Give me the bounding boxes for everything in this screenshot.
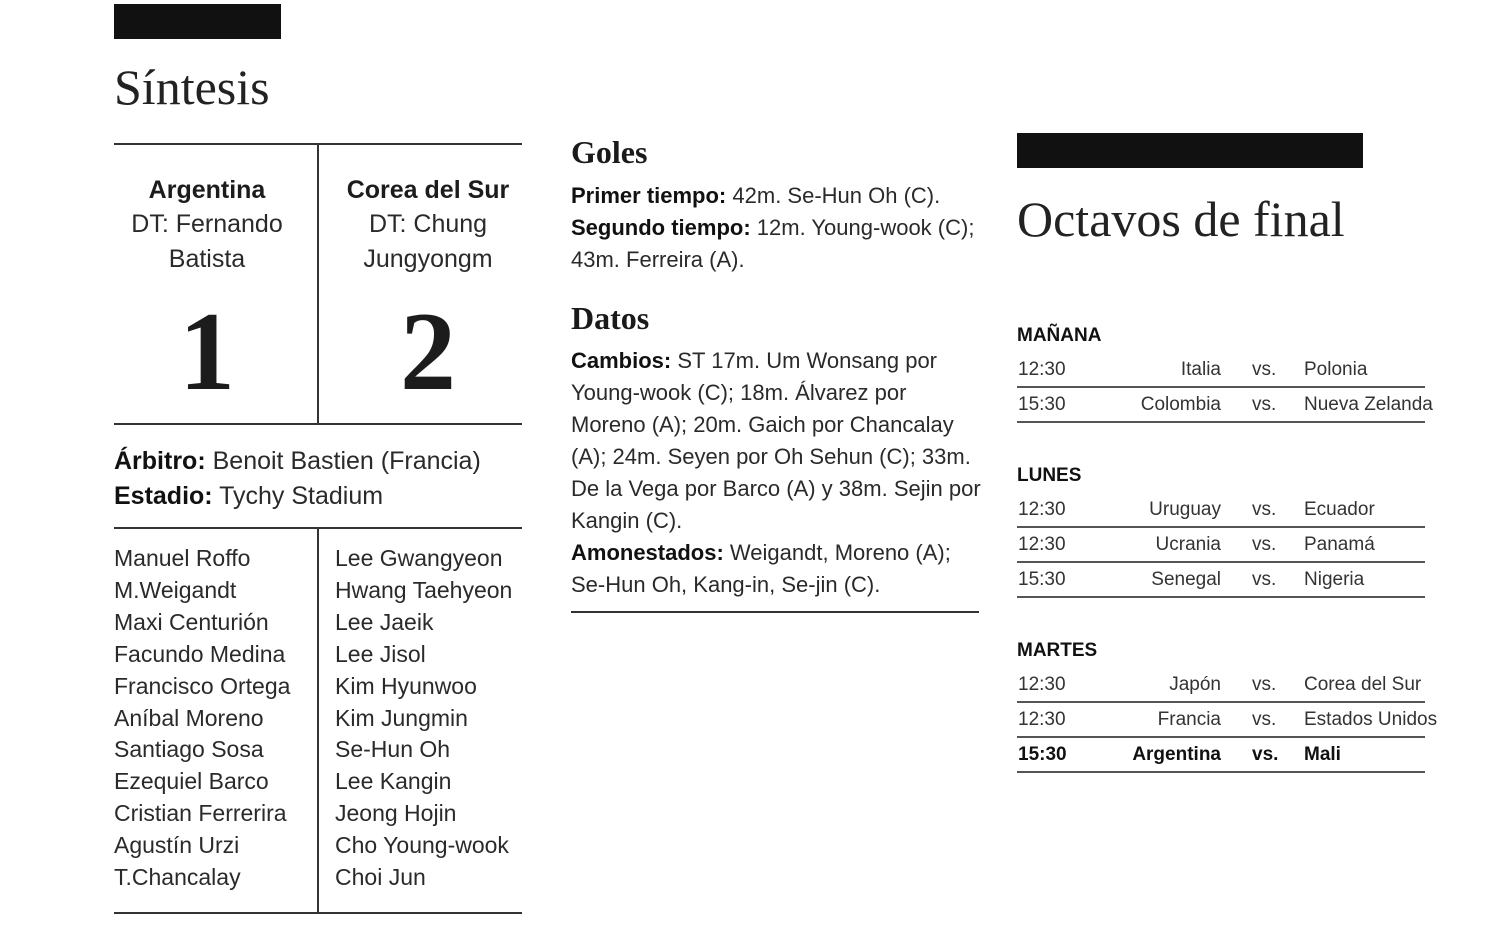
- player: Lee Kangin: [335, 768, 452, 795]
- match-row: [1017, 388, 1433, 423]
- match-vs: vs.: [1252, 674, 1277, 695]
- home-team-block: [105, 173, 309, 277]
- match-home: Ucrania: [1155, 534, 1221, 555]
- away-score: 2: [400, 290, 456, 414]
- match-vs: vs.: [1252, 709, 1277, 730]
- stadium-label: Estadio:: [114, 482, 213, 510]
- player: Kim Hyunwoo: [335, 672, 477, 699]
- day-label: LUNES: [1017, 465, 1082, 486]
- referee-value: Benoit Bastien (Francia): [212, 447, 481, 475]
- match-row: [1017, 353, 1425, 388]
- match-row: [1017, 703, 1438, 738]
- octavos-header-bar: [1017, 133, 1363, 168]
- away-lineup: [335, 543, 512, 894]
- player: Lee Gwangyeon: [335, 545, 503, 571]
- match-row-highlighted: [1017, 738, 1425, 773]
- match-time: 15:30: [1018, 394, 1066, 415]
- goles-title: Goles: [571, 134, 648, 170]
- home-lineup: [114, 543, 290, 894]
- amonestados-label: Amonestados:: [571, 540, 724, 565]
- away-team-coach: DT: Chung Jungyongm: [363, 210, 493, 273]
- player: Kim Jungmin: [335, 704, 468, 731]
- sintesis-header-bar: [114, 4, 281, 39]
- away-team-block: [326, 173, 530, 277]
- player: Francisco Ortega: [114, 672, 291, 699]
- divider: [571, 611, 979, 613]
- match-away: Nueva Zelanda: [1304, 394, 1433, 415]
- stadium-value: Tychy Stadium: [219, 482, 384, 510]
- match-row: [1017, 668, 1425, 703]
- match-home: Japón: [1169, 674, 1221, 695]
- player: Aníbal Moreno: [114, 704, 264, 731]
- match-vs: vs.: [1252, 569, 1277, 590]
- cambios-label: Cambios:: [571, 348, 672, 373]
- match-time: 12:30: [1018, 674, 1066, 695]
- goles-text: [571, 180, 981, 276]
- day-label: MARTES: [1017, 640, 1098, 661]
- player: Santiago Sosa: [114, 736, 264, 763]
- column-divider: [317, 145, 319, 425]
- player: Choi Jun: [335, 864, 426, 891]
- match-time: 12:30: [1018, 534, 1066, 555]
- match-home: Francia: [1157, 709, 1221, 730]
- match-home: Italia: [1180, 359, 1221, 380]
- match-time: 12:30: [1018, 359, 1066, 380]
- second-half-goals: 12m. Young-wook (C); 43m. Ferreira (A).: [571, 215, 975, 272]
- player: Maxi Centurión: [114, 608, 269, 635]
- match-vs: vs.: [1252, 499, 1277, 520]
- divider: [114, 423, 522, 425]
- match-away: Panamá: [1304, 534, 1375, 555]
- referee-label: Árbitro:: [114, 447, 206, 475]
- home-score: 1: [179, 290, 235, 414]
- match-vs: vs.: [1252, 534, 1277, 555]
- home-team-coach: DT: Fernando Batista: [131, 210, 283, 273]
- divider: [114, 912, 522, 914]
- player: Manuel Roffo: [114, 545, 251, 571]
- player: T.Chancalay: [114, 864, 241, 891]
- referee-line: [114, 444, 481, 479]
- sintesis-title: Síntesis: [114, 59, 270, 115]
- match-time: 12:30: [1018, 709, 1066, 730]
- first-half-goals: 42m. Se-Hun Oh (C).: [732, 183, 941, 208]
- first-half-label: Primer tiempo:: [571, 183, 727, 208]
- player: Cho Young-wook: [335, 832, 509, 859]
- match-away: Ecuador: [1304, 499, 1375, 520]
- player: Cristian Ferrerira: [114, 800, 287, 827]
- match-away: Polonia: [1304, 359, 1368, 380]
- match-away: Mali: [1304, 744, 1341, 765]
- octavos-title: Octavos de final: [1017, 191, 1345, 247]
- cambios-text: ST 17m. Um Wonsang por Young-wook (C); 18m. Álvarez por Moreno (A); 20m. Gaich por Chancalay (A); 24m. Seyen por Oh Sehun (C); 33m. De la Vega por Barco (A) y 38m. Sejin por Kangin (C).: [571, 348, 981, 533]
- second-half-label: Segundo tiempo:: [571, 215, 751, 240]
- match-away: Corea del Sur: [1304, 674, 1422, 695]
- player: Facundo Medina: [114, 640, 286, 667]
- player: Ezequiel Barco: [114, 768, 269, 795]
- column-divider: [317, 529, 319, 913]
- player: Lee Jisol: [335, 640, 426, 667]
- match-vs: vs.: [1252, 394, 1277, 415]
- player: Agustín Urzi: [114, 832, 240, 859]
- match-home: Uruguay: [1149, 499, 1221, 520]
- match-home: Senegal: [1151, 569, 1221, 590]
- match-home: Argentina: [1132, 744, 1221, 765]
- away-team-name: Corea del Sur: [346, 176, 510, 204]
- player: M.Weigandt: [114, 576, 237, 603]
- match-time: 15:30: [1018, 569, 1066, 590]
- match-time: 15:30: [1018, 744, 1067, 765]
- match-row: [1017, 493, 1425, 528]
- day-label: MAÑANA: [1017, 325, 1102, 346]
- match-away: Estados Unidos: [1304, 709, 1438, 730]
- match-time: 12:30: [1018, 499, 1066, 520]
- player: Hwang Taehyeon: [335, 576, 513, 603]
- home-team-name: Argentina: [148, 176, 266, 204]
- match-away: Nigeria: [1304, 569, 1365, 590]
- match-row: [1017, 528, 1425, 563]
- amonestados-text: Weigandt, Moreno (A); Se-Hun Oh, Kang-in, Se-jin (C).: [571, 540, 951, 597]
- datos-text: [571, 345, 981, 601]
- player: Se-Hun Oh: [335, 736, 451, 763]
- player: Jeong Hojin: [335, 800, 457, 827]
- match-home: Colombia: [1140, 394, 1221, 415]
- match-row: [1017, 563, 1425, 598]
- stadium-line: [114, 479, 383, 514]
- match-vs: vs.: [1252, 359, 1277, 380]
- datos-title: Datos: [571, 300, 650, 336]
- player: Lee Jaeik: [335, 608, 434, 635]
- match-vs: vs.: [1252, 744, 1279, 765]
